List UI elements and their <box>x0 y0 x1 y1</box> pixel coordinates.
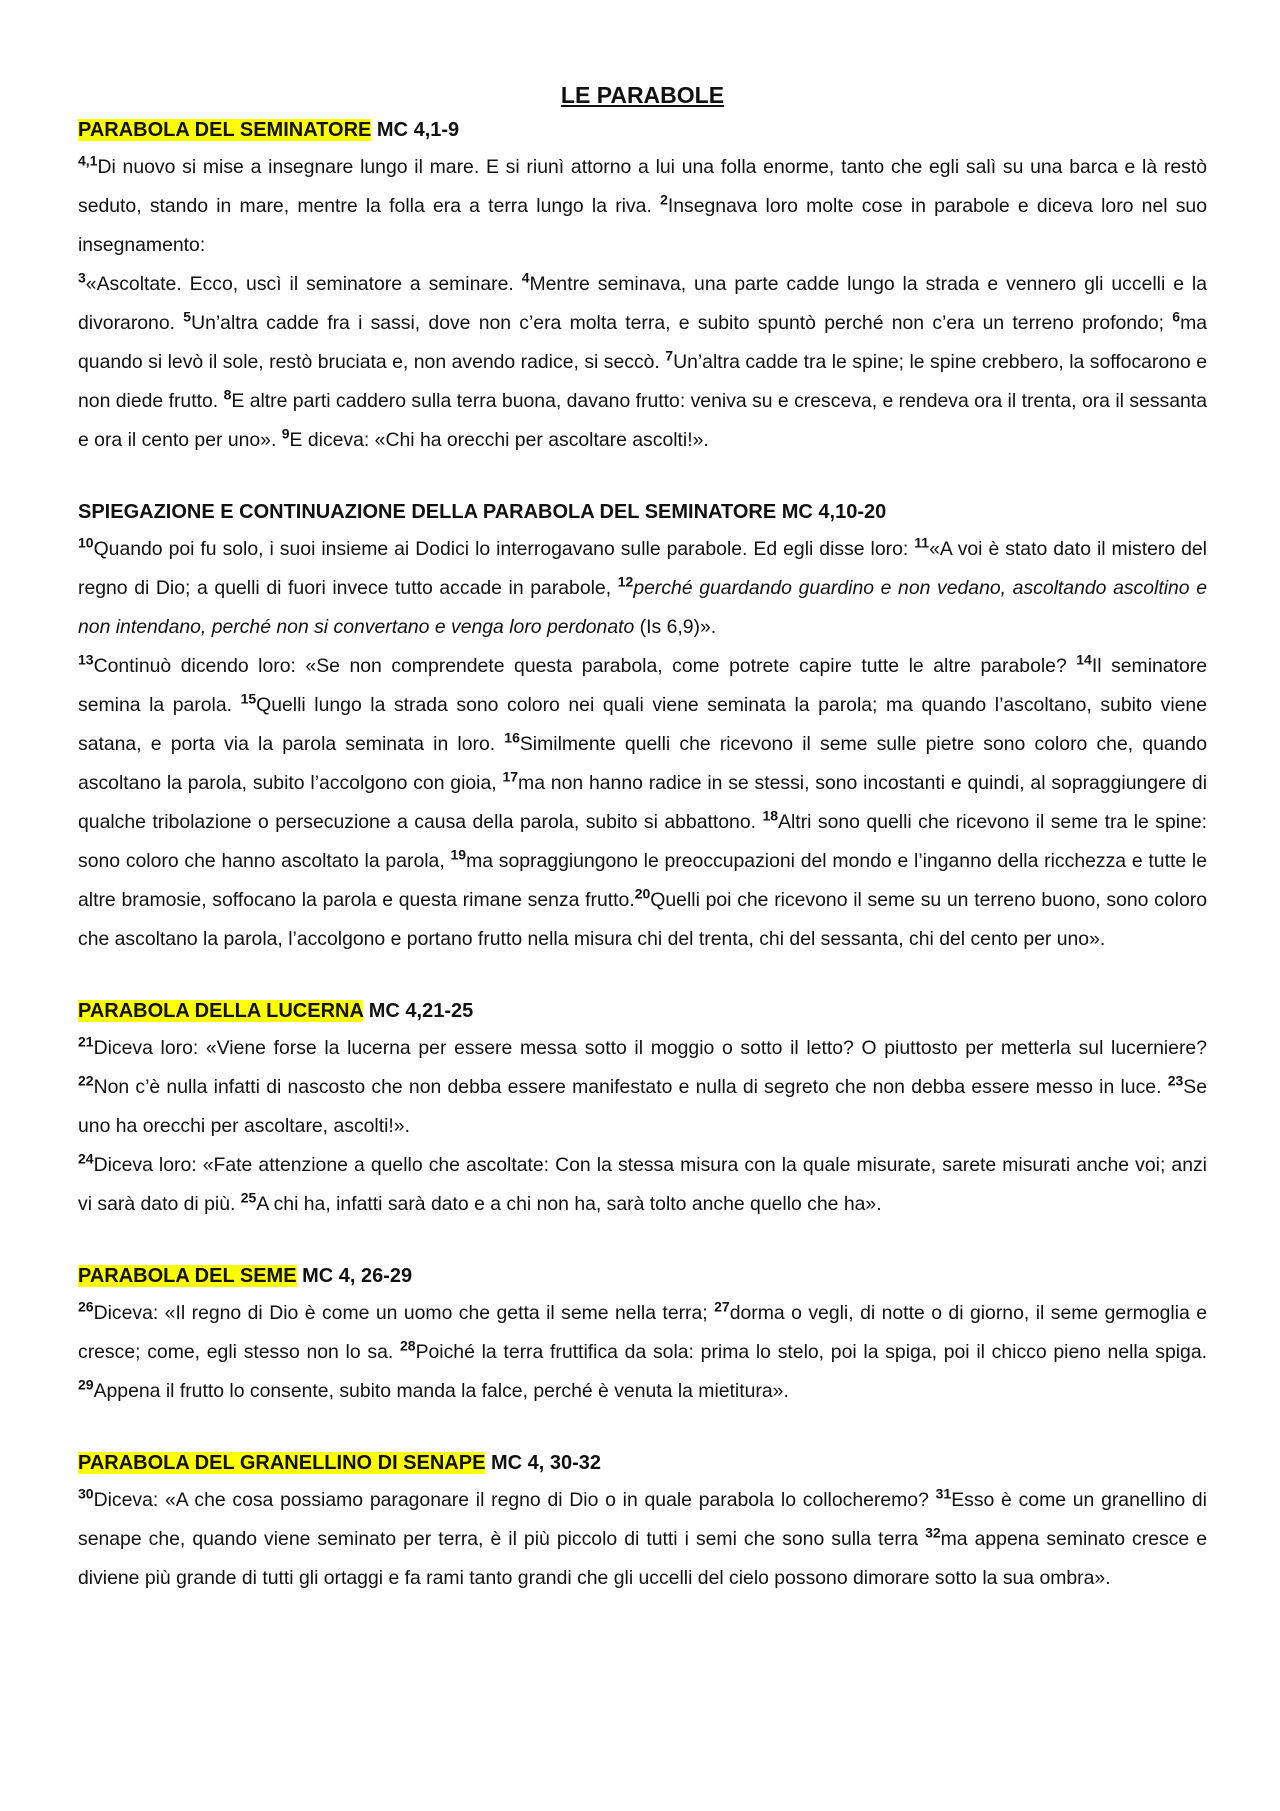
section-heading <box>78 116 1207 144</box>
verse-number: 16 <box>504 729 520 746</box>
verse-number: 28 <box>400 1337 416 1354</box>
verse-text: Appena il frutto lo consente, subito manda la falce, perché è venuta la mietitura». <box>93 1380 789 1402</box>
verse-text: Quelli poi che ricevono il seme su un terreno buono, sono coloro che ascoltano la parola, l’accolgono e portano frutto nella misura chi del trenta, chi del sessanta, chi del cento per uno». <box>78 889 1207 950</box>
verse-text: Quelli lungo la strada sono coloro nei quali viene seminata la parola; ma quando l’ascoltano, subito viene satana, e porta via la parola seminata in loro. <box>78 694 1207 755</box>
verse-number: 13 <box>78 651 94 668</box>
verse-number: 19 <box>450 846 467 863</box>
verse-text: Diceva: «Il regno di Dio è come un uomo che getta il seme nella terra; <box>93 1302 715 1324</box>
section <box>78 116 1207 460</box>
section-reference: MC 4,10-20 <box>776 501 887 523</box>
verse-number: 7 <box>665 347 674 364</box>
verse-text: Esso è come un granellino di senape che, quando viene seminato per terra, è il più piccolo di tutti i semi che sono sulla terra <box>78 1489 1207 1550</box>
section-title: PARABOLA DELLA LUCERNA <box>78 1000 364 1022</box>
verse-number: 14 <box>1076 651 1092 668</box>
section-reference: MC 4, 26-29 <box>296 1265 413 1287</box>
verse-number: 26 <box>78 1298 94 1315</box>
verse-text: Un’altra cadde tra le spine; le spine crebbero, la soffocarono e non diede frutto. <box>78 351 1207 412</box>
verse-text: «Ascoltate. Ecco, uscì il seminatore a seminare. <box>85 273 522 295</box>
section-heading <box>78 1262 1207 1290</box>
verse-number: 29 <box>78 1376 94 1393</box>
section-reference: MC 4,21-25 <box>363 1000 474 1022</box>
verse-text: Diceva loro: «Viene forse la lucerna per essere messa sotto il moggio o sotto il letto? O piuttosto per metterla sul lucerniere? <box>93 1037 1207 1059</box>
verse-number: 6 <box>1172 308 1181 325</box>
verse-text: «A voi è stato dato il mistero del regno di Dio; a quelli di fuori invece tutto accade in parabole, <box>78 538 1207 599</box>
verse-text: ma quando si levò il sole, restò bruciata e, non avendo radice, si seccò. <box>78 312 1207 373</box>
verse-number: 22 <box>78 1072 94 1089</box>
paragraph <box>78 1029 1207 1146</box>
paragraph <box>78 265 1207 460</box>
section <box>78 1262 1207 1411</box>
verse-number: 15 <box>240 690 257 707</box>
paragraph <box>78 530 1207 647</box>
verse-number: 10 <box>78 534 94 551</box>
verse-text: Il seminatore semina la parola. <box>78 655 1207 716</box>
verse-number: 25 <box>240 1189 257 1206</box>
verse-text: A chi ha, infatti sarà dato e a chi non ha, sarà tolto anche quello che ha». <box>256 1193 882 1215</box>
verse-number: 8 <box>223 386 232 403</box>
verse-text: ma appena seminato cresce e diviene più grande di tutti gli ortaggi e fa rami tanto grandi che gli uccelli del cielo possono dimorare sotto la sua ombra». <box>78 1528 1207 1589</box>
paragraph <box>78 1146 1207 1224</box>
section-reference: MC 4, 30-32 <box>485 1452 602 1474</box>
verse-number: 23 <box>1167 1072 1184 1089</box>
verse-text: E diceva: «Chi ha orecchi per ascoltare ascolti!». <box>289 429 709 451</box>
verse-text: dorma o vegli, di notte o di giorno, il seme germoglia e cresce; come, egli stesso non lo sa. <box>78 1302 1208 1363</box>
verse-number: 3 <box>78 269 86 286</box>
verse-text: Di nuovo si mise a insegnare lungo il mare. E si riunì attorno a lui una folla enorme, tanto che egli salì su una barca e là restò seduto, stando in mare, mentre la folla era a terra lungo la riva. <box>78 156 1207 217</box>
paragraph <box>78 148 1207 265</box>
section <box>78 498 1207 959</box>
section-heading <box>78 1449 1207 1477</box>
verse-number: 30 <box>78 1485 94 1502</box>
verse-text: ma non hanno radice in se stessi, sono incostanti e quindi, al sopraggiungere di qualche tribolazione o persecuzione a causa della parola, subito si abbattono. <box>78 772 1207 833</box>
page-title: LE PARABOLE <box>560 82 725 108</box>
verse-text: Diceva loro: «Fate attenzione a quello che ascoltate: Con la stessa misura con la quale misurate, sarete misurati anche voi; anzi vi sarà dato di più. <box>78 1154 1207 1215</box>
sections-container <box>78 116 1207 1598</box>
paragraph <box>78 1294 1207 1411</box>
verse-text: Quando poi fu solo, i suoi insieme ai Dodici lo interrogavano sulle parabole. Ed egli disse loro: <box>93 538 915 560</box>
verse-number: 5 <box>183 308 192 325</box>
verse-number: 12 <box>617 573 634 590</box>
verse-number: 32 <box>925 1524 941 1541</box>
verse-number: 4,1 <box>78 152 98 169</box>
section-heading <box>78 498 1207 526</box>
section-reference: MC 4,1-9 <box>371 119 460 141</box>
verse-number: 4 <box>521 269 530 286</box>
verse-number: 24 <box>78 1150 94 1167</box>
section-title: PARABOLA DEL SEME <box>78 1265 297 1287</box>
verse-number: 27 <box>714 1298 730 1315</box>
section <box>78 997 1207 1224</box>
verse-number: 17 <box>502 768 519 785</box>
verse-text: Se uno ha orecchi per ascoltare, ascolti!». <box>78 1076 1207 1137</box>
verse-number: 11 <box>914 534 930 551</box>
paragraph <box>78 647 1207 959</box>
paragraph <box>78 1481 1207 1598</box>
verse-number: 18 <box>762 807 779 824</box>
verse-text: Similmente quelli che ricevono il seme sulle pietre sono coloro che, quando ascoltano la parola, subito l’accolgono con gioia, <box>78 733 1207 794</box>
verse-text: (Is 6,9)». <box>634 616 717 638</box>
verse-text: ma sopraggiungono le preoccupazioni del mondo e l’inganno della ricchezza e tutte le altre bramosie, soffocano la parola e questa rimane senza frutto. <box>78 850 1207 911</box>
section-title: PARABOLA DEL GRANELLINO DI SENAPE <box>78 1452 486 1474</box>
verse-text: Continuò dicendo loro: «Se non comprendete questa parabola, come potrete capire tutte le altre parabole? <box>93 655 1077 677</box>
verse-text: Poiché la terra fruttifica da sola: prima lo stelo, poi la spiga, poi il chicco pieno nella spiga. <box>415 1341 1207 1363</box>
verse-number: 21 <box>78 1033 94 1050</box>
verse-number: 2 <box>660 191 668 208</box>
verse-number: 20 <box>634 885 651 902</box>
verse-text: Diceva: «A che cosa possiamo paragonare il regno di Dio o in quale parabola lo collocheremo? <box>93 1489 936 1511</box>
section-title: SPIEGAZIONE E CONTINUAZIONE DELLA PARABOLA DEL SEMINATORE <box>78 501 777 523</box>
section-heading <box>78 997 1207 1025</box>
section-title: PARABOLA DEL SEMINATORE <box>78 119 372 141</box>
section <box>78 1449 1207 1598</box>
verse-text: Non c’è nulla infatti di nascosto che non debba essere manifestato e nulla di segreto che non debba essere messo in luce. <box>93 1076 1168 1098</box>
verse-text: Un’altra cadde fra i sassi, dove non c’era molta terra, e subito spuntò perché non c’era un terreno profondo; <box>191 312 1173 334</box>
verse-text: Insegnava loro molte cose in parabole e diceva loro nel suo insegnamento: <box>78 195 1208 256</box>
verse-text: Altri sono quelli che ricevono il seme tra le spine: sono coloro che hanno ascoltato la parola, <box>78 811 1207 872</box>
verse-text: perché guardando guardino e non vedano, ascoltando ascoltino e non intendano, perché non si convertano e venga loro perdonato <box>78 577 1207 638</box>
verse-number: 9 <box>281 425 290 442</box>
verse-text: E altre parti caddero sulla terra buona, davano frutto: veniva su e cresceva, e rendeva ora il trenta, ora il sessanta e ora il cento per uno». <box>78 390 1207 451</box>
verse-number: 31 <box>935 1485 952 1502</box>
verse-text: Mentre seminava, una parte cadde lungo la strada e vennero gli uccelli e la divorarono. <box>78 273 1207 334</box>
